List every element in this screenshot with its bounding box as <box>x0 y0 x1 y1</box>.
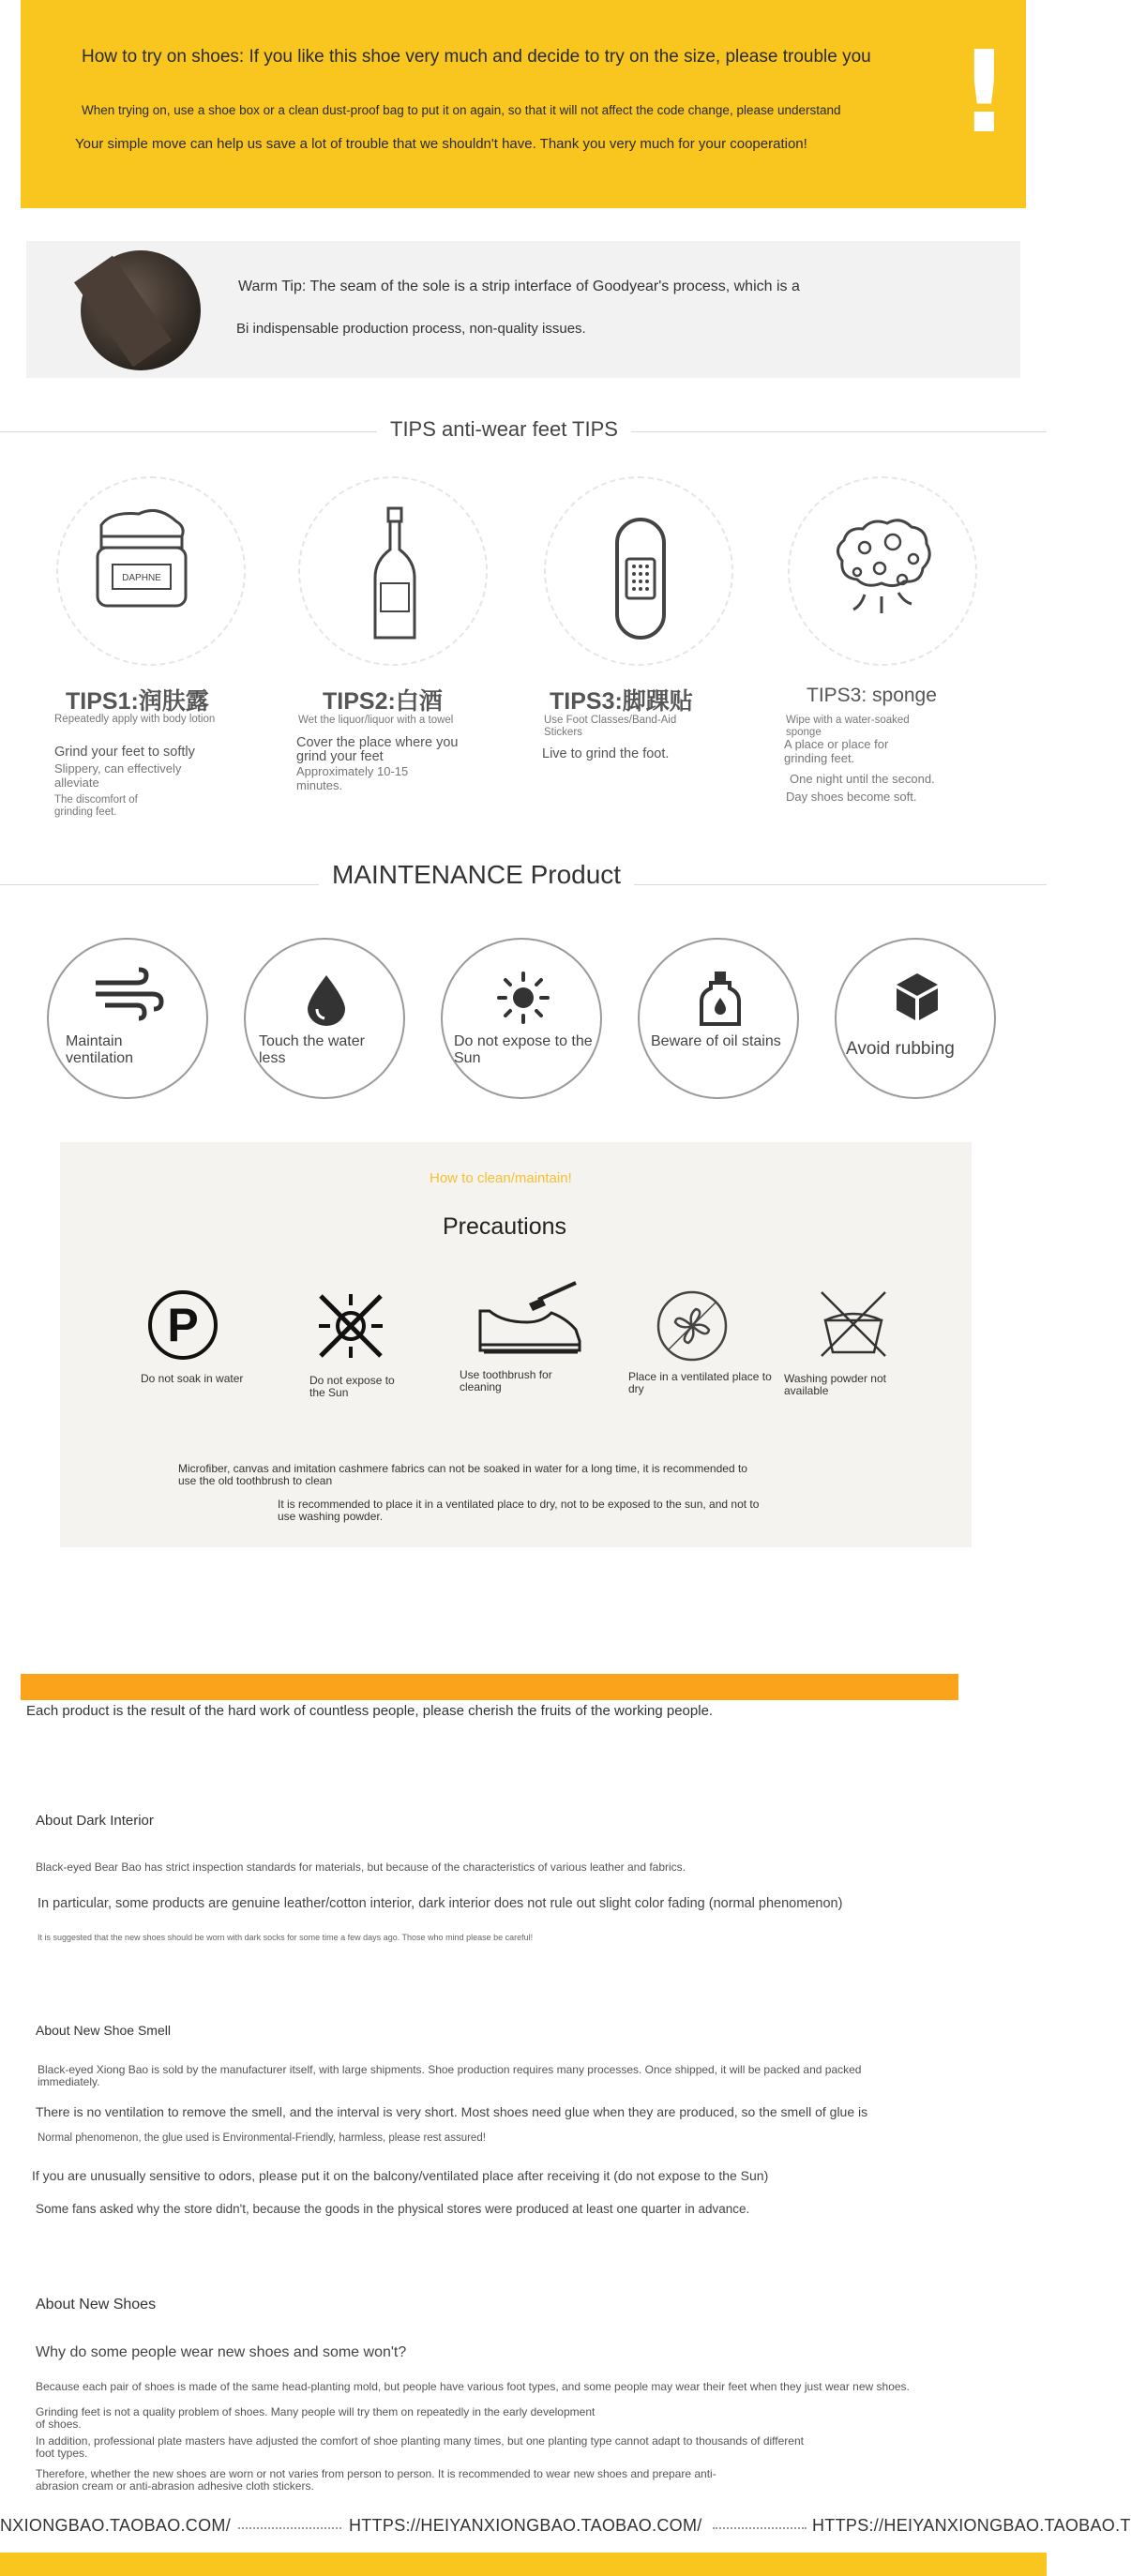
notice-line-3: Your simple move can help us save a lot of trouble that we shouldn't have. Thank you very much for your cooperation! <box>75 136 807 152</box>
precautions-panel <box>60 1142 972 1547</box>
lotion-jar-icon <box>58 478 248 668</box>
ventilated-dry-icon <box>655 1288 730 1363</box>
tip-4-mid3: Day shoes become soft. <box>786 790 917 804</box>
tip-4-mid2: One night until the second. <box>790 772 935 786</box>
maintenance-label: Do not expose to the Sun <box>454 1033 593 1066</box>
dark-interior-p1: Black-eyed Bear Bao has strict inspection standards for materials, but because of the characteristics of various leather and fabrics. <box>36 1860 686 1874</box>
maintenance-label: Beware of oil stains <box>651 1033 781 1049</box>
sponge-icon <box>790 478 979 668</box>
new-shoes-p4: Therefore, whether the new shoes are worn or not varies from person to person. It is recommended to wear new shoes and prepare anti-abrasion cream or anti-abrasion adhesive cloth stickers. <box>36 2467 716 2493</box>
footer-url-1[interactable]: NXIONGBAO.TAOBAO.COM/ <box>0 2516 231 2535</box>
new-smell-p5: Some fans asked why the store didn't, because the goods in the physical stores were produced at least one quarter in advance. <box>36 2202 750 2216</box>
new-shoes-heading: About New Shoes <box>36 2297 157 2312</box>
new-smell-p1: Black-eyed Xiong Bao is sold by the manufacturer itself, with large shipments. Shoe production requires many processes. Once shipped, it will be packed and packed immediately. <box>38 2063 862 2088</box>
sole-seam-photo <box>81 250 201 370</box>
tip-4-mid: A place or place for grinding feet. <box>784 737 889 765</box>
tip-1-mid: Grind your feet to softly <box>54 745 195 760</box>
tip-3-title: TIPS3:脚踝贴 <box>550 688 693 715</box>
new-smell-heading: About New Shoe Smell <box>36 2023 171 2038</box>
maintenance-oil <box>638 938 799 1099</box>
precaution-note-2: It is recommended to place it in a ventilated place to dry, not to be exposed to the sun, and not to use washing powder. <box>278 1498 760 1523</box>
tip-3-mid: Live to grind the foot. <box>542 746 670 761</box>
tip-1-title: TIPS1:润肤露 <box>66 688 209 715</box>
shoe-brush-icon <box>473 1279 585 1360</box>
bottom-yellow-bar <box>0 2553 1047 2576</box>
tip-2-small: Wet the liquor/liquor with a towel <box>298 715 454 726</box>
new-shoes-question: Why do some people wear new shoes and some won't? <box>36 2344 407 2360</box>
sun-icon <box>497 972 550 1024</box>
new-smell-p4: If you are unusually sensitive to odors, please put it on the balcony/ventilated place after receiving it (do not expose to the Sun) <box>32 2168 769 2183</box>
tip-4-small: Wipe with a water-soaked sponge <box>786 715 910 738</box>
precaution-label: Washing powder not available <box>784 1372 886 1397</box>
tip-1-gray: The discomfort of grinding feet. <box>54 794 138 818</box>
precautions-title: Precautions <box>443 1213 567 1240</box>
water-drop-icon <box>306 973 347 1026</box>
tip-1-circle <box>56 476 246 666</box>
maintenance-title: MAINTENANCE Product <box>319 860 634 890</box>
tip-2-circle <box>298 476 488 666</box>
wind-icon <box>92 968 167 1024</box>
dark-interior-p3: It is suggested that the new shoes should be worn with dark socks for some time a few days ago. Those who mind please be careful! <box>38 1933 534 1942</box>
maintenance-label: Touch the water less <box>259 1033 365 1066</box>
notice-line-1: How to try on shoes: If you like this shoe very much and decide to try on the size, please trouble you <box>82 47 871 67</box>
precaution-label: Use toothbrush for cleaning <box>460 1368 552 1393</box>
try-on-notice <box>21 0 1026 208</box>
cherish-text: Each product is the result of the hard work of countless people, please cherish the fruits of the working people. <box>26 1703 714 1719</box>
tip-4-title: TIPS3: sponge <box>807 685 937 706</box>
precaution-label: Do not soak in water <box>141 1372 244 1385</box>
no-sun-icon <box>313 1288 388 1363</box>
tip-2-gray: Approximately 10-15 minutes. <box>296 764 409 792</box>
tip-3-small: Use Foot Classes/Band-Aid Stickers <box>544 715 677 738</box>
new-shoes-p2: Grinding feet is not a quality problem of shoes. Many people will try them on repeatedly in the early development of shoes. <box>36 2405 596 2431</box>
dark-interior-heading: About Dark Interior <box>36 1813 154 1829</box>
tip-4-circle <box>788 476 977 666</box>
precaution-note-1: Microfiber, canvas and imitation cashmere fabrics can not be soaked in water for a long time, it is recommended to use the old toothbrush to clean <box>178 1462 747 1487</box>
footer-dots <box>238 2527 341 2529</box>
precaution-label: Place in a ventilated place to dry <box>628 1370 772 1395</box>
maintenance-ventilation <box>47 938 208 1099</box>
footer-dots <box>713 2527 807 2529</box>
tip-1-small: Repeatedly apply with body lotion <box>54 714 216 725</box>
maintenance-label: Avoid rubbing <box>846 1039 955 1059</box>
oil-bottle-icon <box>700 970 741 1026</box>
precaution-label: Do not expose to the Sun <box>309 1374 395 1399</box>
tip-1-mid2: Slippery, can effectively alleviate <box>54 761 182 790</box>
notice-line-2: When trying on, use a shoe box or a clean dust-proof bag to put it on again, so that it will not affect the code change, please understand <box>82 103 841 117</box>
warm-tip-line-2: Bi indispensable production process, non-quality issues. <box>236 321 586 337</box>
maintenance-rubbing <box>835 938 996 1099</box>
warm-tip-panel <box>26 241 1020 378</box>
wine-bottle-icon <box>300 478 490 668</box>
maintenance-water <box>244 938 405 1099</box>
precautions-subtitle: How to clean/maintain! <box>430 1170 572 1186</box>
jar-label-text: DAPHNE <box>122 573 161 583</box>
exclamation-icon: ! <box>958 28 1010 158</box>
cube-icon <box>895 972 940 1022</box>
warm-tip-line-1: Warm Tip: The seam of the sole is a strip interface of Goodyear's process, which is a <box>238 279 800 294</box>
new-shoes-p3: In addition, professional plate masters have adjusted the comfort of shoe planting many times, but one planting type cannot adapt to thousands of different foot types. <box>36 2434 804 2460</box>
bandage-icon <box>546 478 735 668</box>
new-shoes-p1: Because each pair of shoes is made of the same head-planting mold, but people have various foot types, and some people may wear their feet when they just wear new shoes. <box>36 2380 910 2393</box>
new-smell-p3: Normal phenomenon, the glue used is Environmental-Friendly, harmless, please rest assured! <box>38 2132 486 2144</box>
footer-url-3[interactable]: HTTPS://HEIYANXIONGBAO.TAOBAO.T <box>812 2516 1131 2535</box>
maintenance-label: Maintain ventilation <box>66 1033 134 1066</box>
no-washing-powder-icon <box>816 1287 891 1362</box>
tip-3-circle <box>544 476 733 666</box>
dark-interior-p2: In particular, some products are genuine leather/cotton interior, dark interior does not rule out slight color fading (normal phenomenon) <box>38 1896 843 1911</box>
no-soak-p-icon: P <box>148 1290 218 1360</box>
footer-url-2[interactable]: HTTPS://HEIYANXIONGBAO.TAOBAO.COM/ <box>349 2516 702 2535</box>
tip-2-title: TIPS2:白酒 <box>323 688 443 715</box>
orange-banner <box>21 1674 958 1700</box>
tips-section-title: TIPS anti-wear feet TIPS <box>377 417 631 442</box>
maintenance-sun <box>441 938 602 1099</box>
tip-2-mid: Cover the place where you grind your feet <box>296 735 459 764</box>
new-smell-p2: There is no ventilation to remove the smell, and the interval is very short. Most shoes need glue when they are produced, so the smell of glue is <box>36 2104 868 2119</box>
